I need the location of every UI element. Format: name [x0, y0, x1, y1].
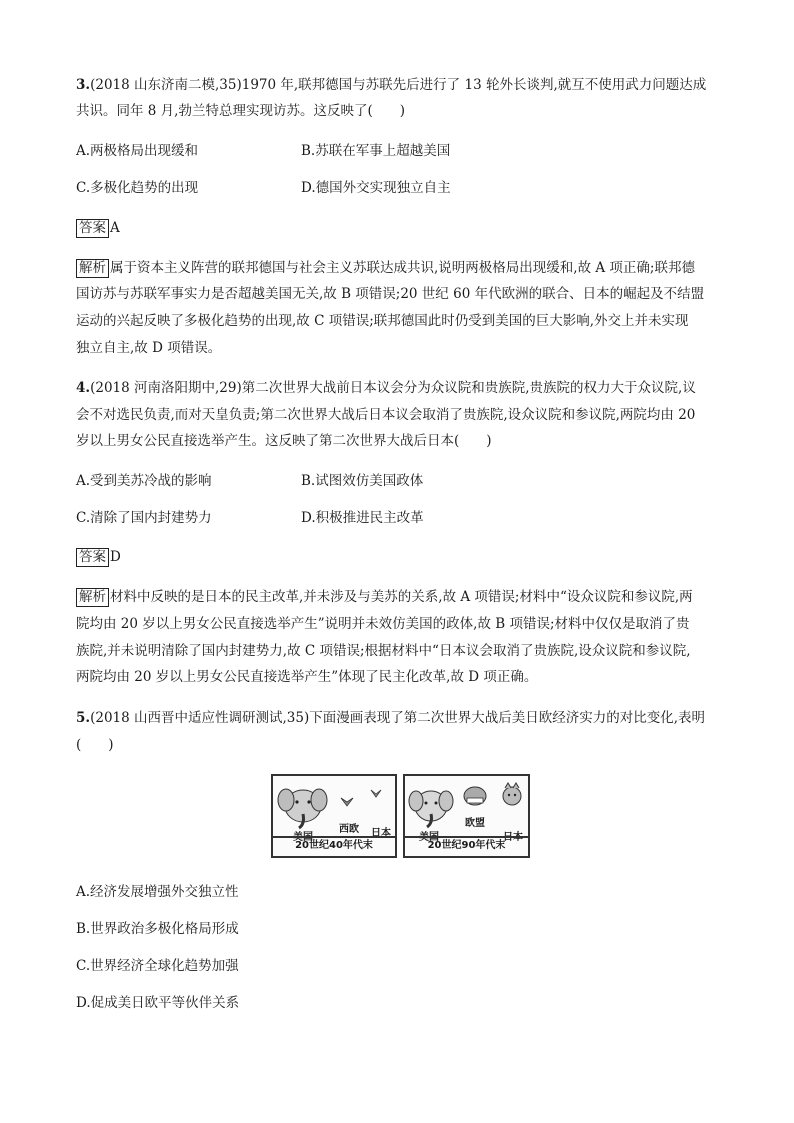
- caption-1940s: 20世纪40年代末: [273, 836, 395, 856]
- q5-option-d[interactable]: D.促成美日欧平等伙伴关系: [76, 995, 240, 1011]
- q3-stem-line-1: [76, 75, 706, 95]
- q4-stem-line-2: 会不对选民负责,而对天皇负责;第二次世界大战后日本议会取消了贵族院,设众议院和参议院,两院均由 20: [76, 407, 696, 423]
- q3-analysis-line-1: [76, 258, 695, 278]
- label-japan-1940s: 日本: [371, 828, 391, 839]
- label-usa-1990s: 美国: [419, 832, 439, 843]
- analysis-tag: 解析: [76, 259, 109, 278]
- q3-option-c[interactable]: C.多极化趋势的出现: [76, 180, 199, 196]
- q4-option-b[interactable]: B.试图效仿美国政体: [301, 473, 424, 489]
- q4-analysis-line-3: 族院,并未说明清除了国内封建势力,故 C 项错误;根据材料中“日本议会取消了贵族院,设众议院和参议院,: [76, 643, 691, 659]
- answer-tag: 答案: [76, 219, 109, 238]
- q4-analysis-text-1: 材料中反映的是日本的民主改革,并未涉及与美苏的关系,故 A 项错误;材料中“设众议院和参议院,两: [110, 589, 693, 605]
- q3-stem-line-2: 共识。同年 8 月,勃兰特总理实现访苏。这反映了( ): [76, 103, 405, 119]
- q5-stem-line-2: ( ): [76, 737, 114, 753]
- q3-analysis-line-2: 国访苏与苏联军事实力是否超越美国无关,故 B 项错误;20 世纪 60 年代欧洲的联合、日本的崛起及不结盟: [76, 286, 705, 302]
- cartoon-panel-1940s: [271, 774, 397, 858]
- q3-option-a[interactable]: A.两极格局出现缓和: [76, 143, 199, 159]
- label-eu-1990s: 欧盟: [465, 818, 485, 829]
- q5-number: 5.: [76, 710, 91, 726]
- q5-option-c[interactable]: C.世界经济全球化趋势加强: [76, 958, 239, 974]
- q3-option-d[interactable]: D.德国外交实现独立自主: [301, 180, 451, 196]
- q3-analysis-line-4: 独立自主,故 D 项错误。: [76, 340, 222, 356]
- q3-option-b[interactable]: B.苏联在军事上超越美国: [301, 143, 451, 159]
- q5-option-a[interactable]: A.经济发展增强外交独立性: [76, 884, 239, 900]
- q3-stem-text-1: (2018 山东济南二模,35)1970 年,联邦德国与苏联先后进行了 13 轮外长谈判,就互不使用武力问题达成: [90, 77, 707, 93]
- q4-option-c[interactable]: C.清除了国内封建势力: [76, 510, 212, 526]
- q4-stem-text-1: (2018 河南洛阳期中,29)第二次世界大战前日本议会分为众议院和贵族院,贵族院的权力大于众议院,议: [90, 380, 696, 396]
- cartoon-panel-1990s: [403, 774, 530, 858]
- label-japan-1990s: 日本: [503, 832, 523, 843]
- q4-option-d[interactable]: D.积极推进民主改革: [301, 510, 424, 526]
- q4-analysis-line-1: [76, 587, 693, 607]
- q4-option-a[interactable]: A.受到美苏冷战的影响: [76, 473, 212, 489]
- analysis-tag: 解析: [76, 588, 109, 607]
- q5-stem-text-1: (2018 山西晋中适应性调研测试,35)下面漫画表现了第二次世界大战后美日欧经济实力的对比变化,表明: [90, 710, 706, 726]
- q3-analysis-text-1: 属于资本主义阵营的联邦德国与社会主义苏联达成共识,说明两极格局出现缓和,故 A 项正确;联邦德: [110, 260, 695, 276]
- q4-stem-line-1: [76, 378, 696, 398]
- q3-analysis-line-3: 运动的兴起反映了多极化趋势的出现,故 C 项错误;联邦德国此时仍受到美国的巨大影响,外交上并未实现: [76, 313, 689, 329]
- q4-answer: [76, 547, 121, 567]
- label-west-europe-1940s: 西欧: [339, 824, 359, 835]
- caption-1990s: 20世纪90年代末: [405, 836, 528, 856]
- q5-stem-line-1: [76, 708, 705, 728]
- q3-answer: [76, 218, 120, 238]
- q4-answer-value: D: [110, 549, 121, 565]
- q4-analysis-line-2: 院均由 20 岁以上男女公民直接选举产生”说明并未效仿美国的政体,故 B 项错误;材料中仅仅是取消了贵: [76, 616, 690, 632]
- answer-tag: 答案: [76, 548, 109, 567]
- q4-number: 4.: [76, 380, 91, 396]
- q3-answer-value: A: [110, 220, 120, 236]
- label-usa-1940s: 美国: [293, 832, 313, 843]
- q4-stem-line-3: 岁以上男女公民直接选举产生。这反映了第二次世界大战后日本( ): [76, 433, 492, 449]
- q4-analysis-line-4: 两院均由 20 岁以上男女公民直接选举产生”体现了民主化改革,故 D 项正确。: [76, 669, 538, 685]
- q5-option-b[interactable]: B.世界政治多极化格局形成: [76, 921, 239, 937]
- q3-number: 3.: [76, 77, 91, 93]
